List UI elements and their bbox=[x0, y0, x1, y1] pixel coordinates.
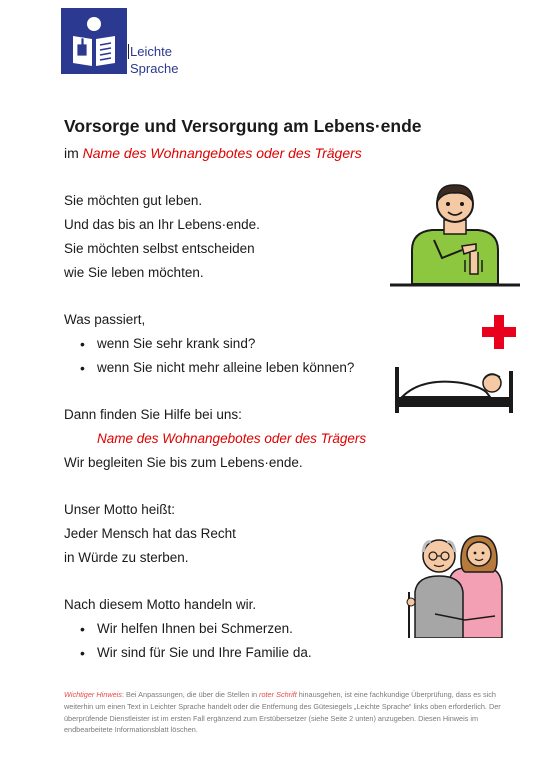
bullet-item: • wenn Sie sehr krank sind? bbox=[97, 336, 255, 351]
paragraph-line: in Würde zu sterben. bbox=[64, 550, 189, 565]
reading-person-icon bbox=[61, 8, 127, 74]
person-self-pictogram bbox=[390, 180, 520, 288]
paragraph-line: Unser Motto heißt: bbox=[64, 502, 176, 517]
paragraph-line: Sie möchten selbst entscheiden bbox=[64, 241, 255, 256]
subtitle-prefix: im bbox=[64, 145, 83, 161]
note-text: hinausgehen, ist eine fachkundige Überprüfung, dass es sich weiterhin um einen Text in Leichter Sprache handelt oder die Entfernung des Gütesiegels „Leichte Sprache“ links oben erforderlich. Der überprüfende Dienstleister ist im ersten Fall ergänzend zum Erstübersetzer (siehe Seite 2 unten) anzugeben. Diesen Hinweis im endbearbeitete Informationsblatt löschen. bbox=[64, 690, 501, 735]
logo-line-2: Sprache bbox=[130, 61, 179, 76]
paragraph-line: Was passiert, bbox=[64, 312, 146, 327]
bullet-item: • Wir sind für Sie und Ihre Familie da. bbox=[97, 645, 312, 660]
note-text: : Bei Anpassungen, die über die Stellen in bbox=[121, 690, 260, 699]
bed-pictogram bbox=[392, 365, 516, 415]
subtitle bbox=[64, 145, 362, 161]
red-cross-icon bbox=[482, 315, 516, 349]
paragraph-line: Dann finden Sie Hilfe bei uns: bbox=[64, 407, 242, 422]
text-cursor bbox=[128, 44, 129, 59]
page-title: Vorsorge und Versorgung am Lebens·ende bbox=[64, 116, 422, 136]
paragraph-line: wie Sie leben möchten. bbox=[64, 265, 204, 280]
paragraph-line: Nach diesem Motto handeln wir. bbox=[64, 597, 257, 612]
caregiver-elderly-pictogram bbox=[405, 530, 505, 638]
paragraph-line: Sie möchten gut leben. bbox=[64, 193, 203, 208]
bullet-item: • Wir helfen Ihnen bei Schmerzen. bbox=[97, 621, 293, 636]
logo-line-1: Leichte bbox=[130, 44, 172, 59]
note-red-text: roter Schrift bbox=[259, 690, 297, 699]
note-label: Wichtiger Hinweis bbox=[64, 690, 122, 699]
leichte-sprache-logo bbox=[61, 8, 127, 74]
paragraph-line: Jeder Mensch hat das Recht bbox=[64, 526, 236, 541]
paragraph-line: Und das bis an Ihr Lebens·ende. bbox=[64, 217, 260, 232]
important-note bbox=[64, 689, 504, 736]
logo-caption bbox=[130, 43, 178, 77]
bullet-item: • wenn Sie nicht mehr alleine leben können? bbox=[97, 360, 354, 375]
provider-placeholder: Name des Wohnangebotes oder des Trägers bbox=[97, 431, 367, 446]
paragraph-line: Wir begleiten Sie bis zum Lebens·ende. bbox=[64, 455, 303, 470]
provider-placeholder: Name des Wohnangebotes oder des Trägers bbox=[82, 145, 362, 161]
